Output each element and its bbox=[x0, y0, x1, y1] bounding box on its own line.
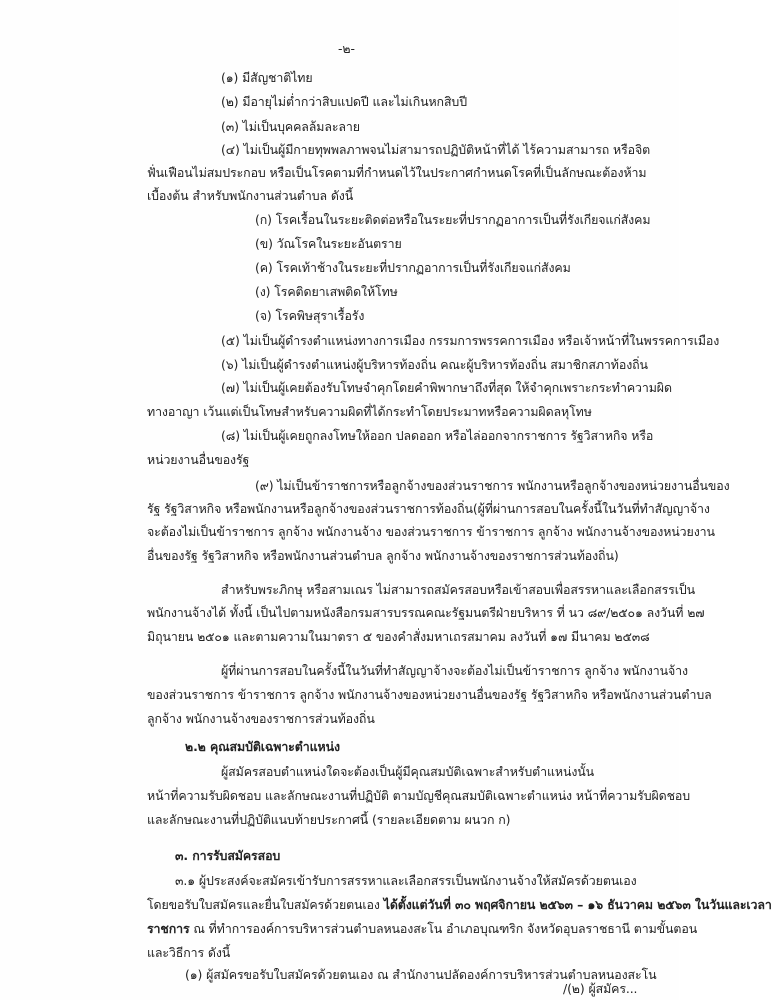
section-3-item-1: (๑) ผู้สมัครขอรับใบสมัครด้วยตนเอง ณ สำนักงานปลัดองค์การบริหารส่วนตำบลหนองสะโน bbox=[185, 967, 657, 982]
monk-note-line-3: มิถุนายน ๒๕๐๑ และตามความในมาตรา ๕ ของคำสั่งมหาเถรสมาคม ลงวันที่ ๑๗ มีนาคม ๒๕๓๘ bbox=[147, 629, 650, 644]
qualification-4-line-2: ฟั่นเฟือนไม่สมประกอบ หรือเป็นโรคตามที่กำหนดไว้ในประกาศกำหนดโรคที่เป็นลักษณะต้องห้าม bbox=[147, 165, 647, 180]
application-dates: ได้ตั้งแต่วันที่ ๓๐ พฤศจิกายน ๒๕๖๓ – ๑๖ ธันวาคม ๒๕๖๓ ในวันและเวลา bbox=[383, 897, 772, 912]
page-number: -๒- bbox=[338, 41, 355, 56]
section-3-line-2 bbox=[147, 896, 772, 914]
continuation-marker: /(๒) ผู้สมัคร... bbox=[563, 981, 638, 996]
disease-item: (ก) โรคเรื้อนในระยะติดต่อหรือในระยะที่ปรากฏอาการเป็นที่รังเกียจแก่สังคม bbox=[255, 212, 651, 227]
qualification-9-line-4: อื่นของรัฐ รัฐวิสาหกิจ หรือพนักงานส่วนตำบล ลูกจ้าง พนักงานจ้างของราชการส่วนท้องถิ่น) bbox=[147, 548, 619, 563]
qualification-7-line-2: ทางอาญา เว้นแต่เป็นโทษสำหรับความผิดที่ได้กระทำโดยประมาทหรือความผิดลหุโทษ bbox=[147, 404, 592, 419]
passed-note-line-2: ของส่วนราชการ ข้าราชการ ลูกจ้าง พนักงานจ้างของหน่วยงานอื่นของรัฐ รัฐวิสาหกิจ หรือพนักงานส่วนตำบล bbox=[147, 687, 712, 702]
disease-item: (จ) โรคพิษสุราเรื้อรัง bbox=[255, 308, 365, 323]
qualification-4-line-3: เบื้องต้น สำหรับพนักงานส่วนตำบล ดังนี้ bbox=[147, 188, 354, 203]
qualification-8-line-2: หน่วยงานอื่นของรัฐ bbox=[147, 452, 250, 467]
disease-item: (ค) โรคเท้าช้างในระยะที่ปรากฏอาการเป็นที่รังเกียจแก่สังคม bbox=[255, 260, 571, 275]
qualification-6: (๖) ไม่เป็นผู้ดำรงตำแหน่งผู้บริหารท้องถิ่น คณะผู้บริหารท้องถิ่น สมาชิกสภาท้องถิ่น bbox=[221, 357, 648, 372]
qualification-4-line-1: (๔) ไม่เป็นผู้มีกายทุพพลภาพจนไม่สามารถปฏิบัติหน้าที่ได้ ไร้ความสามารถ หรือจิต bbox=[221, 142, 651, 157]
qualification-5: (๕) ไม่เป็นผู้ดำรงตำแหน่งทางการเมือง กรรมการพรรคการเมือง หรือเจ้าหน้าที่ในพรรคการเมือง bbox=[221, 333, 720, 348]
passed-note-line-3: ลูกจ้าง พนักงานจ้างของราชการส่วนท้องถิ่น bbox=[147, 711, 375, 726]
section-2-2-line-1: ผู้สมัครสอบตำแหน่งใดจะต้องเป็นผู้มีคุณสมบัติเฉพาะสำหรับตำแหน่งนั้น bbox=[221, 764, 595, 779]
qualification-9-line-3: จะต้องไม่เป็นข้าราชการ ลูกจ้าง พนักงานจ้าง ของส่วนราชการ ข้าราชการ ลูกจ้าง พนักงานจ้างของหน่วยงาน bbox=[147, 524, 715, 539]
monk-note-line-1: สำหรับพระภิกษุ หรือสามเณร ไม่สามารถสมัครสอบหรือเข้าสอบเพื่อสรรหาและเลือกสรรเป็น bbox=[221, 582, 695, 597]
qualification-2: (๒) มีอายุไม่ต่ำกว่าสิบแปดปี และไม่เกินหกสิบปี bbox=[221, 94, 467, 109]
qualification-3: (๓) ไม่เป็นบุคคลล้มละลาย bbox=[221, 119, 360, 134]
disease-item: (ง) โรคติดยาเสพติดให้โทษ bbox=[255, 284, 398, 299]
qualification-1: (๑) มีสัญชาติไทย bbox=[221, 70, 313, 85]
section-2-2-line-3: และลักษณะงานที่ปฏิบัติแนบท้ายประกาศนี้ (รายละเอียดตาม ผนวก ก) bbox=[147, 812, 511, 827]
section-2-2-heading: ๒.๒ คุณสมบัติเฉพาะตำแหน่ง bbox=[185, 739, 340, 754]
section-3-line-3 bbox=[147, 920, 697, 938]
qualification-8-line-1: (๘) ไม่เป็นผู้เคยถูกลงโทษให้ออก ปลดออก หรือไล่ออกจากราชการ รัฐวิสาหกิจ หรือ bbox=[221, 428, 654, 443]
office-hours-label: ราชการ bbox=[147, 921, 190, 936]
section-3-heading: ๓. การรับสมัครสอบ bbox=[175, 848, 281, 863]
section-3-line-3-text: ณ ที่ทำการองค์การบริหารส่วนตำบลหนองสะโน อำเภอบุณฑริก จังหวัดอุบลราชธานี ตามขั้นตอน bbox=[189, 921, 698, 936]
monk-note-line-2: พนักงานจ้างได้ ทั้งนี้ เป็นไปตามหนังสือกรมสารบรรณคณะรัฐมนตรีฝ่ายบริหาร ที่ นว ๘๙/๒๕๐๑ ลงวันที่ ๒๗ bbox=[147, 605, 705, 620]
disease-item: (ข) วัณโรคในระยะอันตราย bbox=[255, 236, 402, 251]
qualification-7-line-1: (๗) ไม่เป็นผู้เคยต้องรับโทษจำคุกโดยคำพิพากษาถึงที่สุด ให้จำคุกเพราะกระทำความผิด bbox=[221, 380, 672, 395]
section-3-line-4: และวิธีการ ดังนี้ bbox=[147, 945, 231, 960]
qualification-9-line-1: (๙) ไม่เป็นข้าราชการหรือลูกจ้างของส่วนราชการ พนักงานหรือลูกจ้างของหน่วยงานอื่นของ bbox=[255, 478, 730, 493]
passed-note-line-1: ผู้ที่ผ่านการสอบในครั้งนี้ในวันที่ทำสัญญาจ้างจะต้องไม่เป็นข้าราชการ ลูกจ้าง พนักงานจ้าง bbox=[221, 663, 688, 678]
section-3-line-1: ๓.๑ ผู้ประสงค์จะสมัครเข้ารับการสรรหาและเลือกสรรเป็นพนักงานจ้างให้สมัครด้วยตนเอง bbox=[175, 873, 637, 888]
qualification-9-line-2: รัฐ รัฐวิสาหกิจ หรือพนักงานหรือลูกจ้างของส่วนราชการท้องถิ่น(ผู้ที่ผ่านการสอบในครั้งนี้ในวันที่ทำสัญญาจ้าง bbox=[147, 501, 710, 516]
section-3-line-2-text: โดยขอรับใบสมัครและยื่นใบสมัครด้วยตนเอง bbox=[147, 897, 384, 912]
section-2-2-line-2: หน้าที่ความรับผิดชอบ และลักษณะงานที่ปฏิบัติ ตามบัญชีคุณสมบัติเฉพาะตำแหน่ง หน้าที่ความรับผิดชอบ bbox=[147, 788, 691, 803]
